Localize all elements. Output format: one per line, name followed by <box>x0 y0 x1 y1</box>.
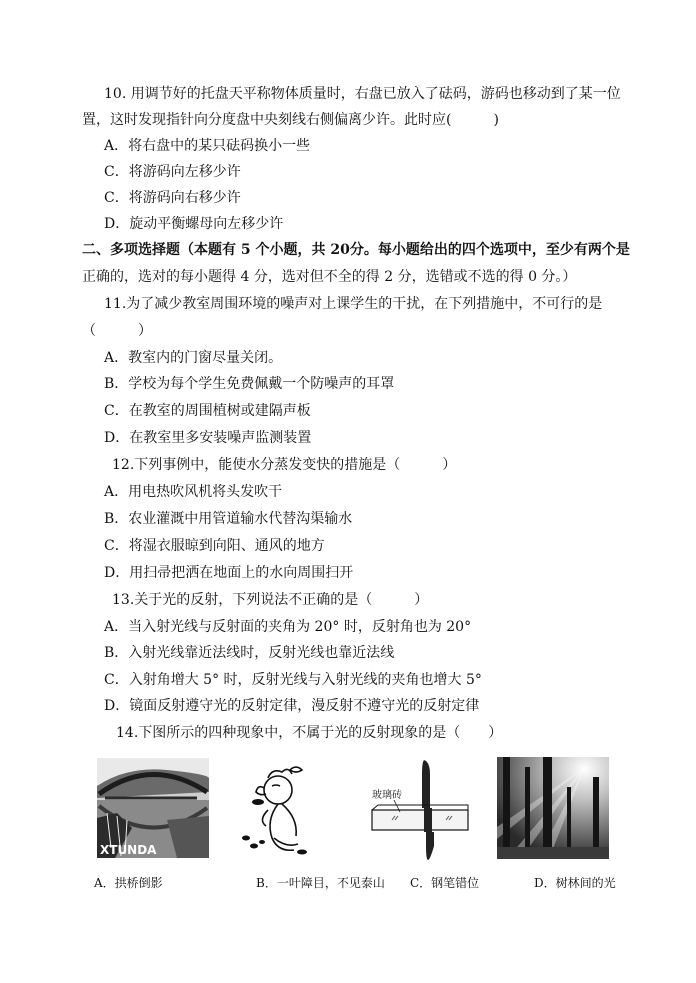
caption-c: C．钢笔错位 <box>410 876 480 890</box>
q13-option-b: B．入射光线靠近法线时，反射光线也靠近法线 <box>104 645 395 661</box>
caption-a: A．拱桥倒影 <box>94 876 163 890</box>
bridge-reflection-photo <box>97 758 209 858</box>
q10-stem-line1: 10. 用调节好的托盘天平称物体质量时，右盘已放入了砝码，游码也移动到了某一位 <box>104 86 621 102</box>
q14-stem: 14.下图所示的四种现象中，不属于光的反射现象的是（ ） <box>116 725 503 741</box>
q11-option-c: C．在教室的周围植树或建隔声板 <box>104 403 311 419</box>
section2-heading-line2: 正确的，选对的每小题得 4 分，选对但不全的得 2 分，选错或不选的得 0 分。） <box>82 269 577 285</box>
q10-option-a: A．将右盘中的某只砝码换小一些 <box>104 138 311 154</box>
q11-option-d: D．在教室里多安装噪声监测装置 <box>104 430 312 446</box>
leaf-covering-eye-cartoon <box>238 760 330 858</box>
q13-option-d: D．镜面反射遵守光的反射定律，漫反射不遵守光的反射定律 <box>104 698 480 714</box>
q11-option-a: A．教室内的门窗尽量关闭。 <box>104 350 283 366</box>
q13-option-a: A．当入射光线与反射面的夹角为 20° 时，反射角也为 20° <box>104 619 472 635</box>
section2-heading-line1: 二、多项选择题（本题有 5 个小题，共 20分。每小题给出的四个选项中，至少有两个是 <box>82 242 630 258</box>
caption-b: B．一叶障目，不见泰山 <box>256 876 385 890</box>
q12-option-b: B．农业灌溉中用管道输水代替沟渠输水 <box>104 511 353 527</box>
q10-option-c: C．将游码向右移少许 <box>104 190 241 206</box>
q11-option-b: B．学校为每个学生免费佩戴一个防噪声的耳罩 <box>104 376 395 392</box>
q12-option-a: A．用电热吹风机将头发吹干 <box>104 484 283 500</box>
q12-option-d: D．用扫帚把洒在地面上的水向周围扫开 <box>104 565 354 581</box>
q13-option-c: C．入射角增大 5° 时，反射光线与入射光线的夹角也增大 5° <box>104 672 482 688</box>
q11-stem-line1: 11.为了减少教室周围环境的噪声对上课学生的干扰，在下列措施中，不可行的是 <box>104 296 603 312</box>
q12-stem: 12.下列事例中，能使水分蒸发变快的措施是（ ） <box>112 457 457 473</box>
q12-option-c: C．将湿衣服晾到向阳、通风的地方 <box>104 538 325 554</box>
q10-option-b: C．将游码向左移少许 <box>104 164 241 180</box>
pen-through-glass-diagram <box>364 760 472 860</box>
q10-stem-line2: 置，这时发现指针向分度盘中央刻线右侧偏离少许。此时应( ) <box>82 112 499 128</box>
forest-light-photo <box>497 757 609 859</box>
photo-watermark: XTUNDA <box>100 843 157 857</box>
q11-stem-line2: （ ） <box>82 323 152 339</box>
q13-stem: 13.关于光的反射，下列说法不正确的是（ ） <box>112 592 429 608</box>
q10-option-d: D．旋动平衡螺母向左移少许 <box>104 216 284 232</box>
caption-d: D．树林间的光 <box>534 876 616 890</box>
glass-block-label: 玻璃砖 <box>372 790 402 801</box>
